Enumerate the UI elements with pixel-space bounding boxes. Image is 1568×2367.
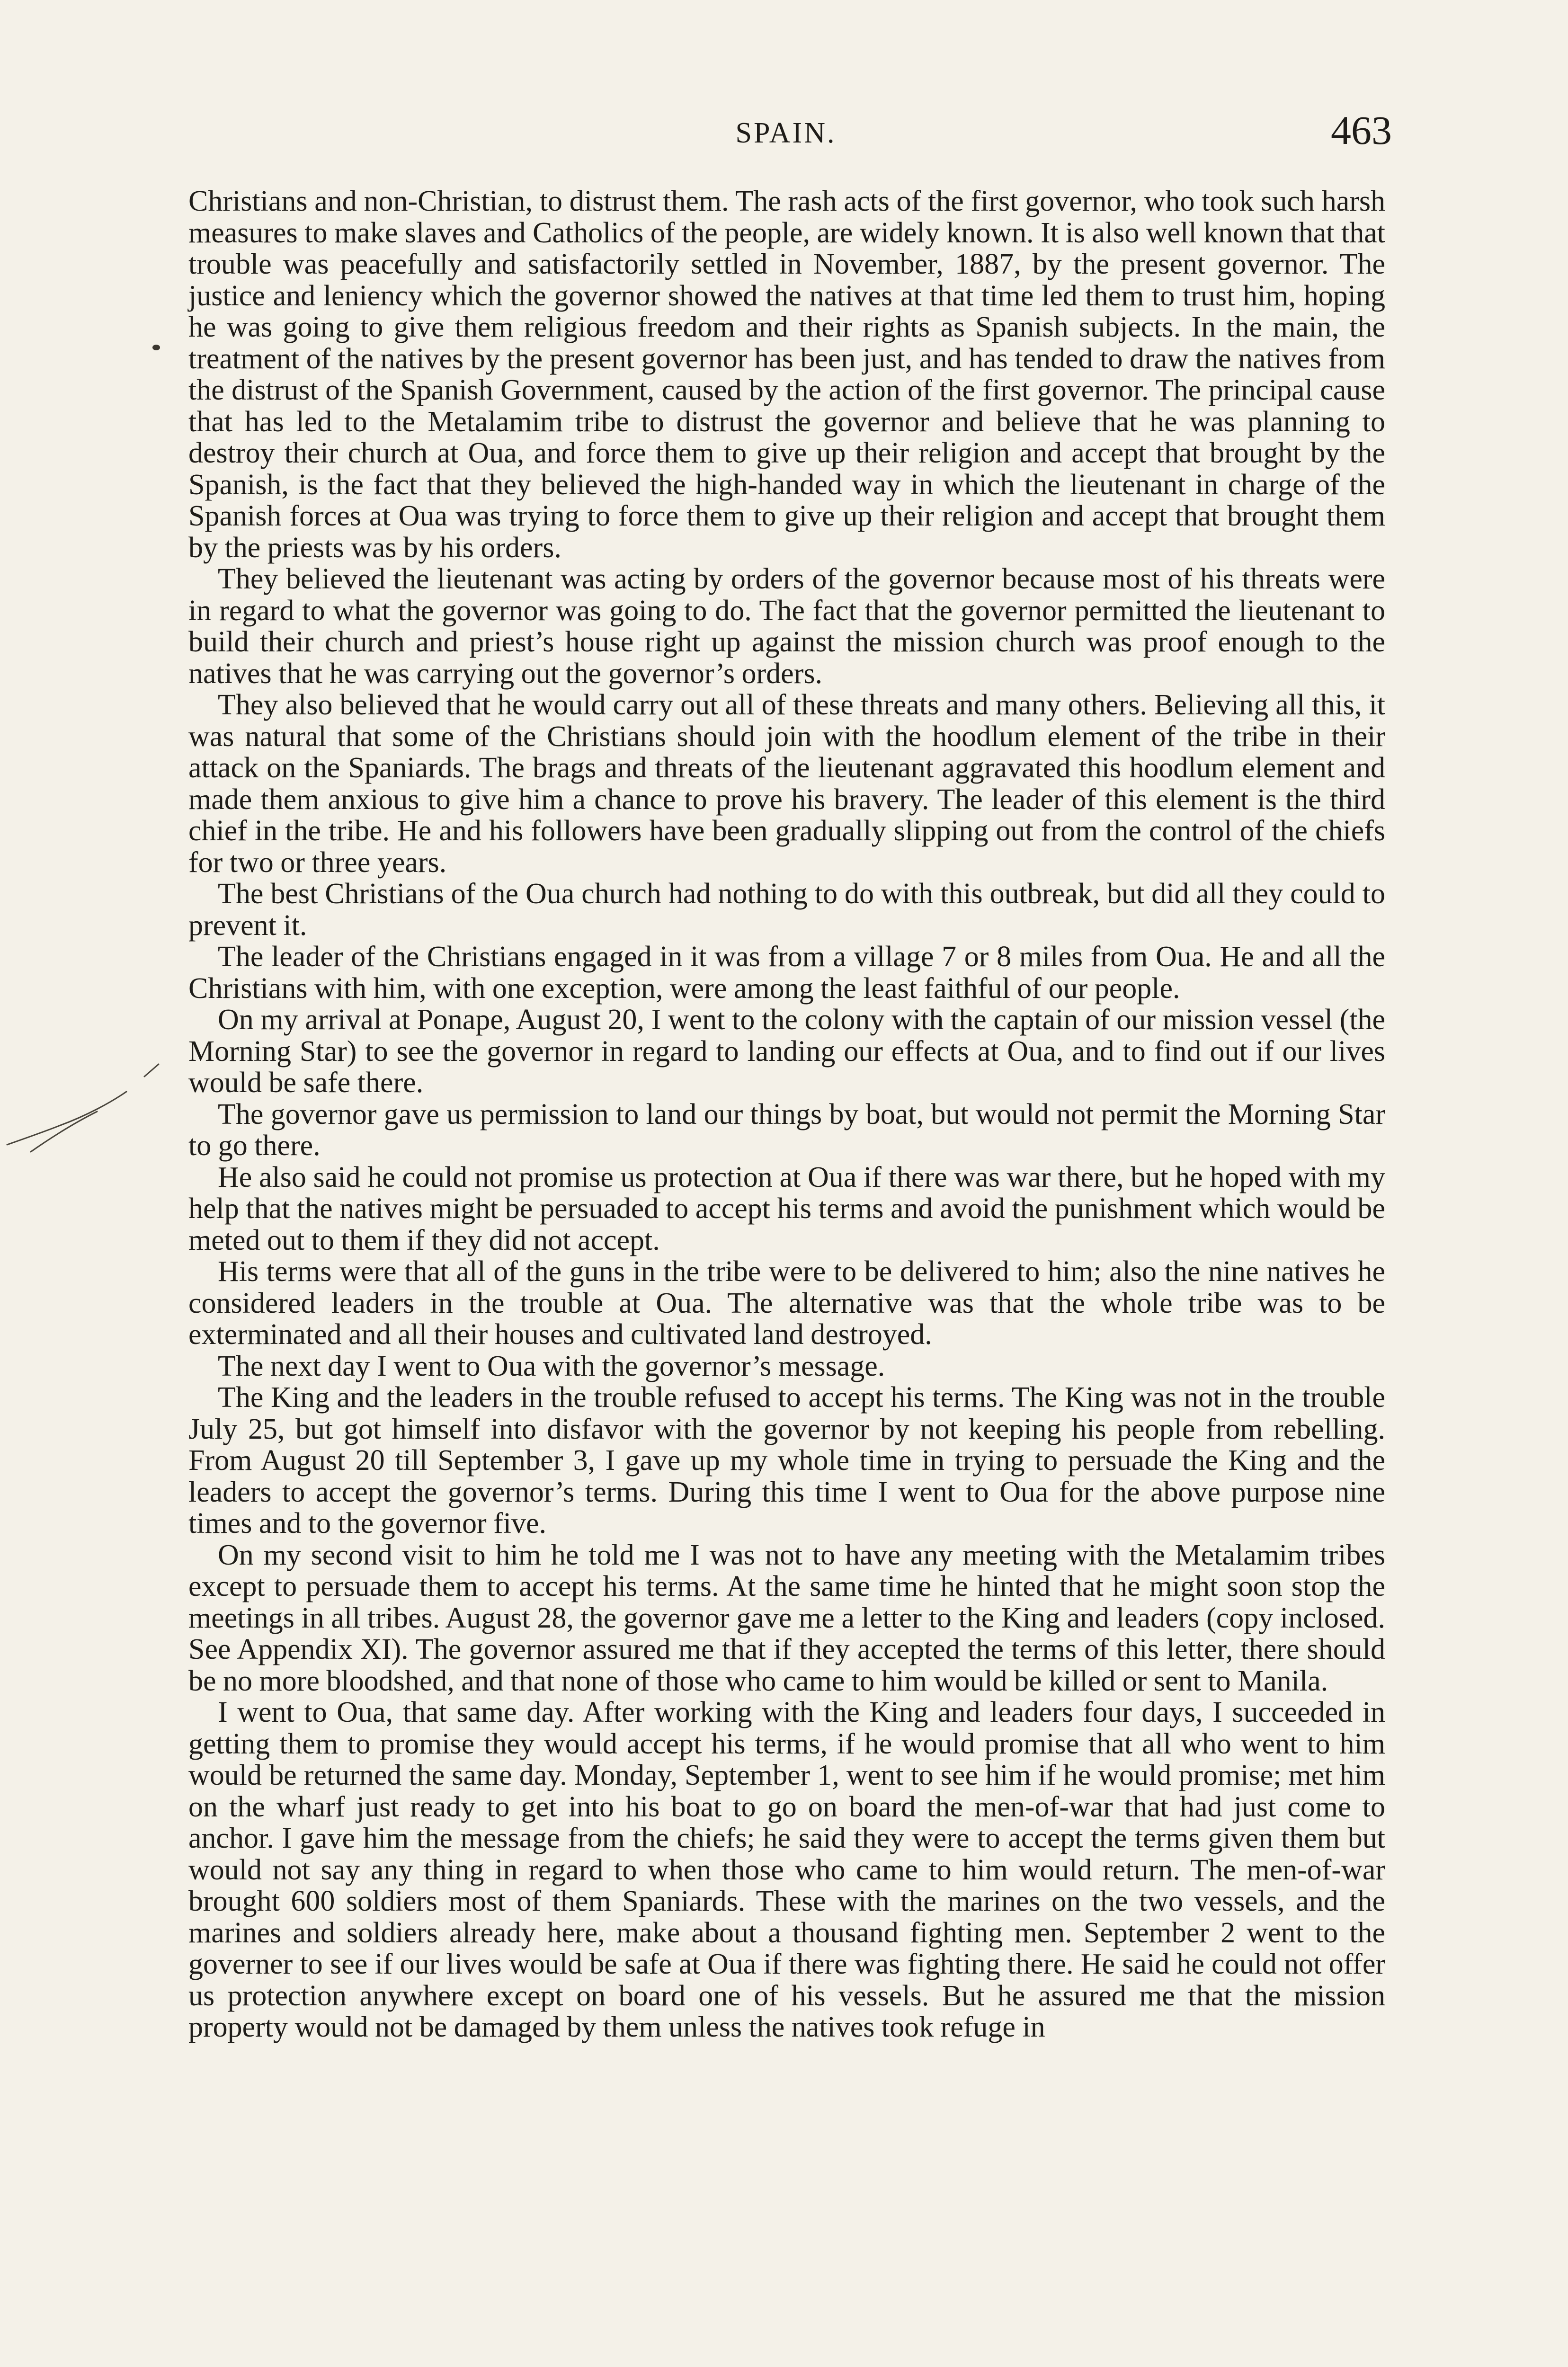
paragraph-2: They believed the lieutenant was acting by orders of the governor because most of his threats were in regard to what the governor was going to do. The fact that the governor permitted the lieutenant to build their church and priest’s house right up against the mission church was proof enough to the natives that he was carrying out the governor’s orders. [188,563,1385,690]
paragraph-5: The leader of the Christians engaged in it was from a village 7 or 8 miles from Oua. He and all the Christians with him, with one exception, were among the least faithful of our people. [188,941,1385,1005]
paragraph-8: He also said he could not promise us protection at Oua if there was war there, but he hoped with my help that the natives might be persuaded to accept his terms and avoid the punishment which would be meted out to them if they did not accept. [188,1161,1385,1256]
paragraph-12: On my second visit to him he told me I was not to have any meeting with the Metalamim tribes except to persuade them to accept his terms. At the same time he hinted that he might soon stop the meetings in all tribes. August 28, the governor gave me a letter to the King and leaders (copy inclosed. See Appendix XI). The governor assured me that if they accepted the terms of this letter, there should be no more bloodshed, and that none of those who came to him would be killed or sent to Manila. [188,1539,1385,1697]
paragraph-4: The best Christians of the Oua church had nothing to do with this outbreak, but did all they could to prevent it. [188,878,1385,942]
paragraph-10: The next day I went to Oua with the governor’s message. [218,1350,885,1382]
pencil-scrawl-mark [2,1055,196,1159]
page-number: 463 [1331,107,1392,153]
paragraph-1: Christians and non-Christian, to distrust them. The rash acts of the first governor, who took such harsh measures to make slaves and Catholics of the people, are widely known. It is also well known that that trouble was peacefully and satisfactorily settled in November, 1887, by the present governor. The justice and leniency which the governor showed the natives at that time led them to trust him, hoping he was going to give them religious freedom and their rights as Spanish subjects. In the main, the treatment of the natives by the present governor has been just, and has tended to draw the natives from the distrust of the Spanish Government, caused by the action of the first governor. The principal cause that has led to the Metalamim tribe to distrust the governor and believe that he was planning to destroy their church at Oua, and force them to give up their religion and accept that brought by the Spanish, is the fact that they believed the high-handed way in which the lieutenant in charge of the Spanish forces at Oua was trying to force them to give up their religion and accept that brought them by the priests was by his orders. [188,185,1385,564]
paragraph-6: On my arrival at Ponape, August 20, I went to the colony with the captain of our mission vessel (the Morning Star) to see the governor in regard to landing our effects at Oua, and to find out if our lives would be safe there. [188,1004,1385,1099]
body-text [188,186,1385,2043]
running-head: SPAIN. [735,117,837,149]
paragraph-9: His terms were that all of the guns in the tribe were to be delivered to him; also the nine natives he considered leaders in the trouble at Oua. The alternative was that the whole tribe was to be exterminated and all their houses and cultivated land destroyed. [188,1255,1385,1351]
paragraph-13: I went to Oua, that same day. After working with the King and leaders four days, I succeeded in getting them to promise they would accept his terms, if he would promise that all who went to him would be returned the same day. Monday, September 1, went to see him if he would promise; met him on the wharf just ready to get into his boat to go on board the men-of-war that had just come to anchor. I gave him the message from the chiefs; he said they were to accept the terms given them but would not say any thing in regard to when those who came to him would return. The men-of-war brought 600 soldiers most of them Spaniards. These with the marines on the two vessels, and the marines and soldiers already here, make about a thousand fighting men. September 2 went to the governer to see if our lives would be safe at Oua if there was fighting there. He said he could not offer us protection anywhere except on board one of his vessels. But he assured me that the mission property would not be damaged by them unless the natives took refuge in [188,1696,1385,2043]
paragraph-3: They also believed that he would carry out all of these threats and many others. Believing all this, it was natural that some of the Christians should join with the hoodlum element of the tribe in their attack on the Spaniards. The brags and threats of the lieutenant aggravated this hoodlum element and made them anxious to give him a chance to prove his bravery. The leader of this element is the third chief in the tribe. He and his followers have been gradually slipping out from the control of the chiefs for two or three years. [188,689,1385,879]
paragraph-7: The governor gave us permission to land our things by boat, but would not permit the Morning Star to go there. [188,1098,1385,1162]
paragraph-11: The King and the leaders in the trouble refused to accept his terms. The King was not in the trouble July 25, but got himself into disfavor with the governor by not keeping his people from rebelling. From August 20 till September 3, I gave up my whole time in trying to persuade the King and the leaders to accept the governor’s terms. During this time I went to Oua for the above purpose nine times and to the governor five. [188,1381,1385,1539]
margin-tick-mark [152,345,160,350]
